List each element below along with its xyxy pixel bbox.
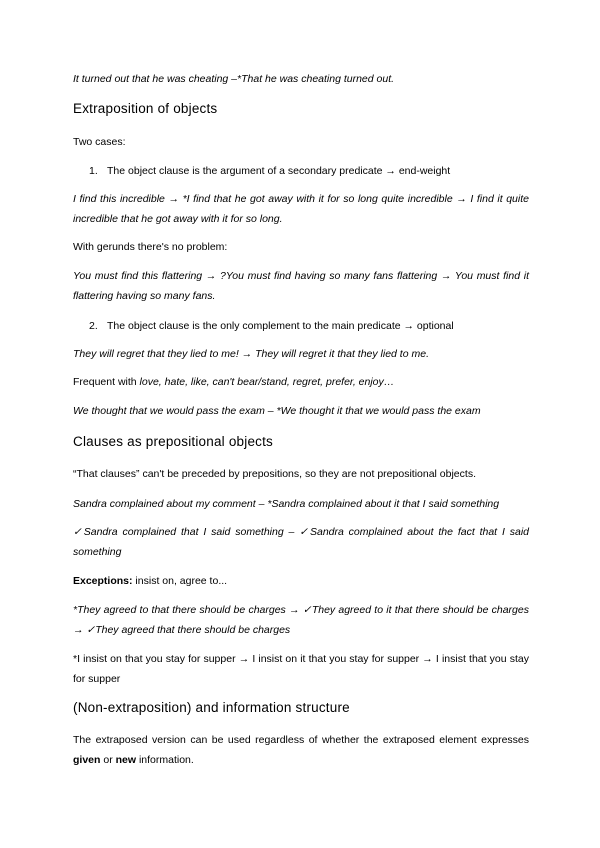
example-incredible: I find this incredible → *I find that he got away with it for so long quite incredible → I find it quite incredible that he got away with it for so long. xyxy=(73,193,529,225)
example-supper: *I insist on that you stay for supper → I insist on it that you stay for supper → I insist that you stay for supper xyxy=(73,653,529,685)
final-new: new xyxy=(115,754,137,766)
frequent-with-text xyxy=(73,372,529,392)
heading-information-structure: (Non-extraposition) and information structure xyxy=(73,700,350,715)
final-given: given xyxy=(73,754,101,766)
list-item-case-1 xyxy=(73,161,545,181)
example-flattering: You must find this flattering → ?You must find having so many fans flattering → You must find it flattering having so many fans. xyxy=(73,270,529,302)
information-structure-text xyxy=(73,730,529,770)
exceptions-list: insist on, agree to... xyxy=(132,575,228,587)
list-number: 2. xyxy=(89,320,98,332)
list-item-case-2 xyxy=(73,316,545,336)
list-number: 1. xyxy=(89,165,98,177)
list-text: The object clause is the argument of a secondary predicate → end-weight xyxy=(107,165,451,177)
example-cheating: It turned out that he was cheating –*That he was cheating turned out. xyxy=(73,73,395,85)
example-regret: They will regret that they lied to me! → They will regret it that they lied to me. xyxy=(73,348,429,360)
final-text-a: The extraposed version can be used regardless of whether the extraposed element expresses xyxy=(73,734,529,746)
heading-prepositional-objects: Clauses as prepositional objects xyxy=(73,434,274,449)
example-charges: *They agreed to that there should be charges → ✓They agreed to it that there should be charges → ✓They agreed that there should be charges xyxy=(73,604,529,636)
gerunds-text: With gerunds there's no problem: xyxy=(73,241,228,253)
frequent-prefix: Frequent with xyxy=(73,376,140,388)
exceptions-text xyxy=(73,571,529,591)
example-complained: Sandra complained about my comment – *Sandra complained about it that I said something xyxy=(73,498,500,510)
example-complained-fact: ✓Sandra complained that I said something – ✓Sandra complained about the fact that I said something xyxy=(73,526,529,558)
heading-extraposition-objects: Extraposition of objects xyxy=(73,101,218,116)
two-cases-text: Two cases: xyxy=(73,136,126,148)
final-text-c: information. xyxy=(136,754,194,766)
that-clauses-text: “That clauses” can't be preceded by prepositions, so they are not prepositional objects. xyxy=(73,468,476,480)
frequent-verbs: love, hate, like, can't bear/stand, regret, prefer, enjoy… xyxy=(139,376,395,388)
final-text-b: or xyxy=(100,754,116,766)
example-exam: We thought that we would pass the exam – *We thought it that we would pass the exam xyxy=(73,405,481,417)
exceptions-label: Exceptions: xyxy=(73,575,133,587)
list-text: The object clause is the only complement to the main predicate → optional xyxy=(107,320,454,332)
